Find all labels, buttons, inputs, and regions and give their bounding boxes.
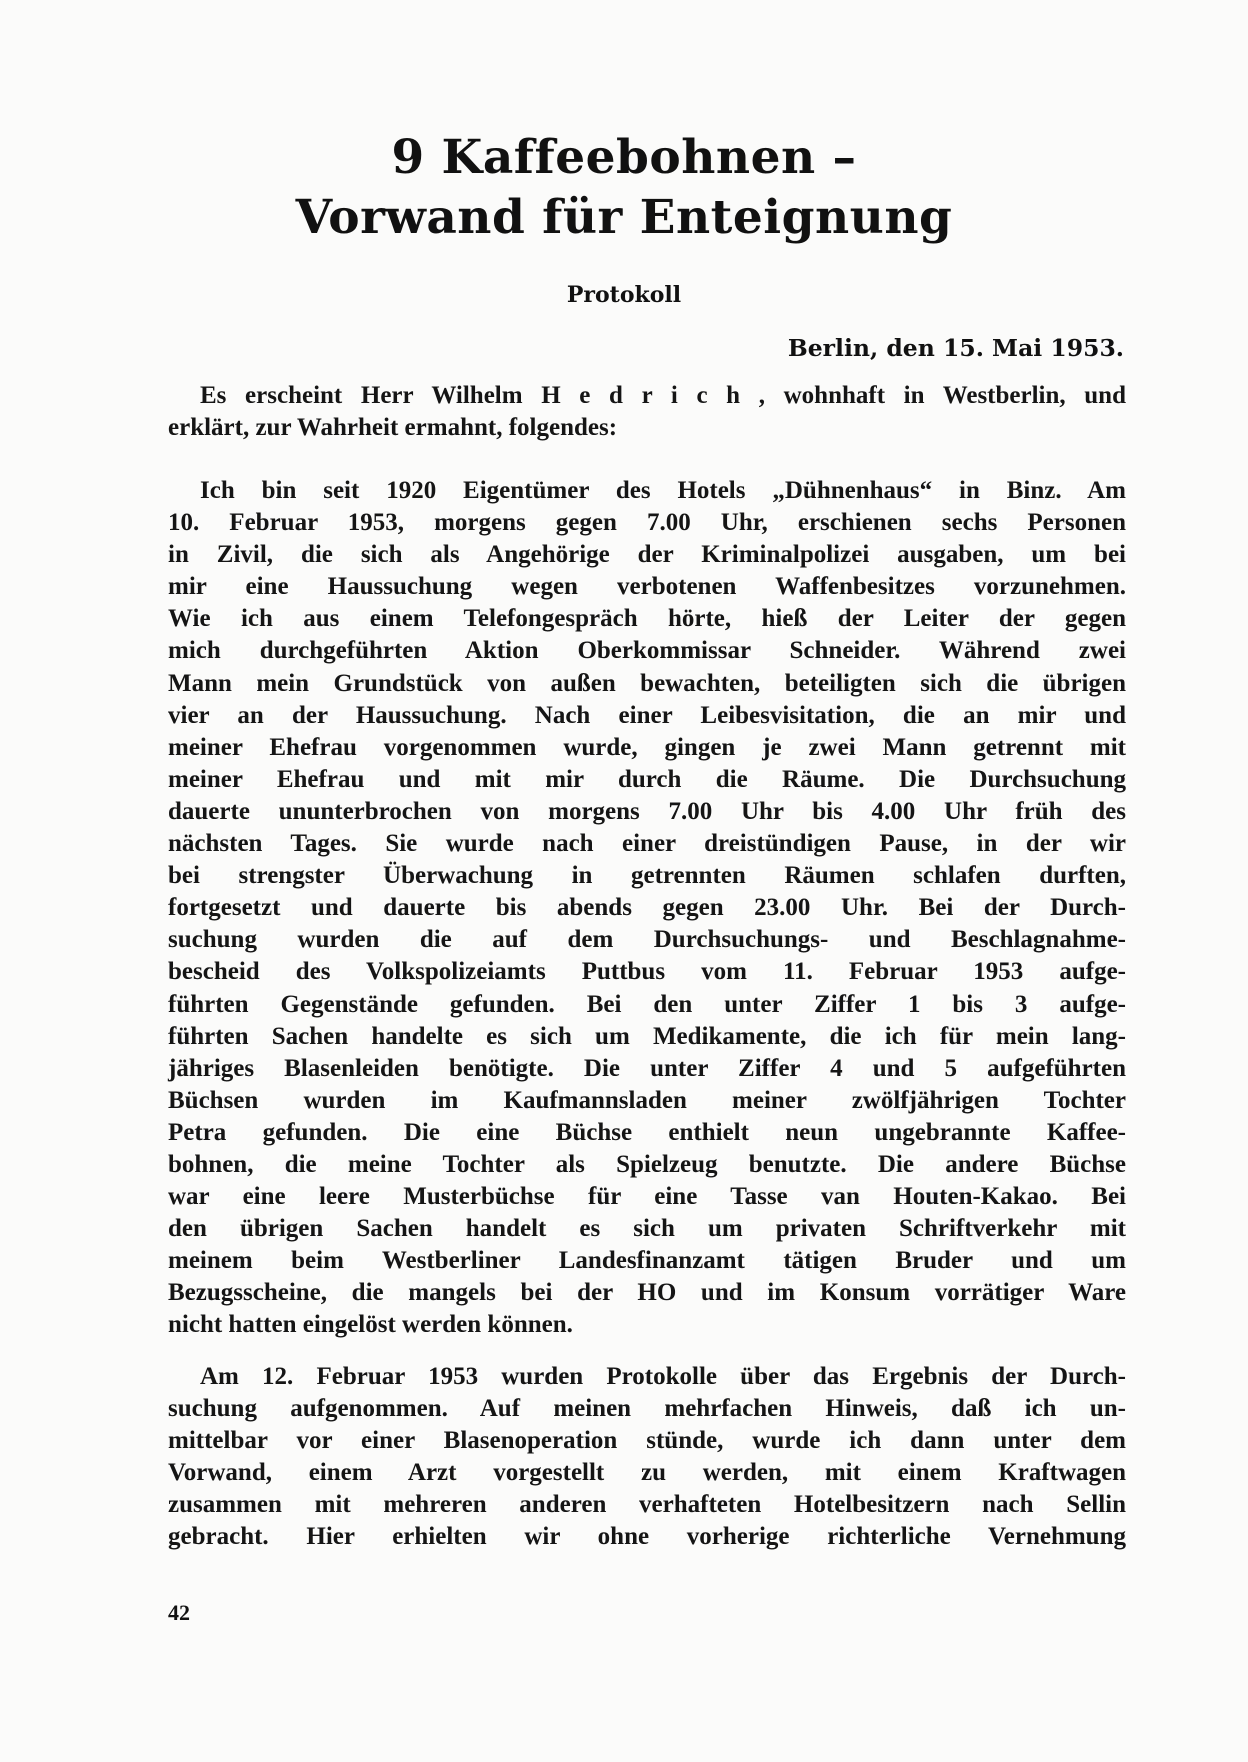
text-line: Mann mein Grundstück von außen bewachten, beteiligten sich die übrigen [168, 669, 1126, 697]
section-subtitle: Protokoll [566, 282, 682, 308]
text-line: Vorwand, einem Arzt vorgestellt zu werden, mit einem Kraftwagen [168, 1459, 1126, 1487]
text-line: dauerte ununterbrochen von morgens 7.00 Uhr bis 4.00 Uhr früh des [168, 797, 1126, 825]
text-line: mich durchgeführten Aktion Oberkommissar Schneider. Während zwei [168, 637, 1126, 665]
text-line: suchung wurden die auf dem Durchsuchungs- und Beschlagnahme- [168, 926, 1126, 954]
text-line: fortgesetzt und dauerte bis abends gegen 23.00 Uhr. Bei der Durch- [168, 894, 1126, 922]
paragraph-1 [168, 380, 1126, 444]
text-line: führten Sachen handelte es sich um Medikamente, die ich für mein lang- [168, 1022, 1126, 1050]
text-line: vier an der Haussuchung. Nach einer Leibesvisitation, die an mir und [168, 701, 1126, 729]
text-line: 10. Februar 1953, morgens gegen 7.00 Uhr, erschienen sechs Personen [168, 509, 1126, 537]
text-line: bei strengster Überwachung in getrennten Räumen schlafen durften, [168, 862, 1126, 890]
text-line: Ich bin seit 1920 Eigentümer des Hotels „Dühnenhaus“ in Binz. Am [200, 477, 1126, 504]
text-line: Wie ich aus einem Telefongespräch hörte, hieß der Leiter der gegen [168, 605, 1126, 633]
text-line: führten Gegenstände gefunden. Bei den unter Ziffer 1 bis 3 aufge- [168, 990, 1126, 1018]
dateline: Berlin, den 15. Mai 1953. [787, 334, 1124, 362]
text-line: mittelbar vor einer Blasenoperation stünde, wurde ich dann unter dem [168, 1427, 1126, 1455]
text-line: mir eine Haussuchung wegen verbotenen Waffenbesitzes vorzunehmen. [168, 573, 1126, 601]
text-line: meiner Ehefrau vorgenommen wurde, gingen je zwei Mann getrennt mit [168, 733, 1126, 761]
paragraph-3 [168, 1361, 1126, 1554]
text-line: Büchsen wurden im Kaufmannsladen meiner zwölfjährigen Tochter [168, 1086, 1126, 1114]
text-line: jähriges Blasenleiden benötigte. Die unter Ziffer 4 und 5 aufgeführten [168, 1054, 1126, 1082]
page-number: 42 [168, 1600, 190, 1625]
text-line: Petra gefunden. Die eine Büchse enthielt neun ungebrannte Kaffee- [168, 1118, 1126, 1146]
paragraph-2 [168, 475, 1126, 1342]
text-line: den übrigen Sachen handelt es sich um privaten Schriftverkehr mit [168, 1215, 1126, 1243]
text-line: in Zivil, die sich als Angehörige der Kriminalpolizei ausgaben, um bei [168, 541, 1126, 569]
text-line: Es erscheint Herr Wilhelm H e d r i c h , wohnhaft in Westberlin, und [200, 382, 1126, 409]
text-line: nächsten Tages. Sie wurde nach einer dreistündigen Pause, in der wir [168, 830, 1126, 858]
text-line: erklärt, zur Wahrheit ermahnt, folgendes: [168, 414, 618, 442]
chapter-title-line-2: Vorwand für Enteignung [295, 190, 953, 245]
text-line: Bezugsscheine, die mangels bei der HO und im Konsum vorrätiger Ware [168, 1279, 1126, 1307]
text-line: nicht hatten eingelöst werden können. [168, 1311, 573, 1339]
chapter-title-line-1: 9 Kaffeebohnen – [391, 130, 857, 185]
text-line: zusammen mit mehreren anderen verhafteten Hotelbesitzern nach Sellin [168, 1491, 1126, 1519]
text-line: gebracht. Hier erhielten wir ohne vorherige richterliche Vernehmung [168, 1523, 1126, 1551]
text-line: meiner Ehefrau und mit mir durch die Räume. Die Durchsuchung [168, 765, 1126, 793]
text-line: war eine leere Musterbüchse für eine Tasse van Houten-Kakao. Bei [168, 1183, 1126, 1211]
text-line: meinem beim Westberliner Landesfinanzamt tätigen Bruder und um [168, 1247, 1126, 1275]
text-line: Am 12. Februar 1953 wurden Protokolle über das Ergebnis der Durch- [200, 1363, 1126, 1390]
text-line: bescheid des Volkspolizeiamts Puttbus vom 11. Februar 1953 aufge- [168, 958, 1126, 986]
text-line: suchung aufgenommen. Auf meinen mehrfachen Hinweis, daß ich un- [168, 1395, 1126, 1423]
text-line: bohnen, die meine Tochter als Spielzeug benutzte. Die andere Büchse [168, 1150, 1126, 1178]
